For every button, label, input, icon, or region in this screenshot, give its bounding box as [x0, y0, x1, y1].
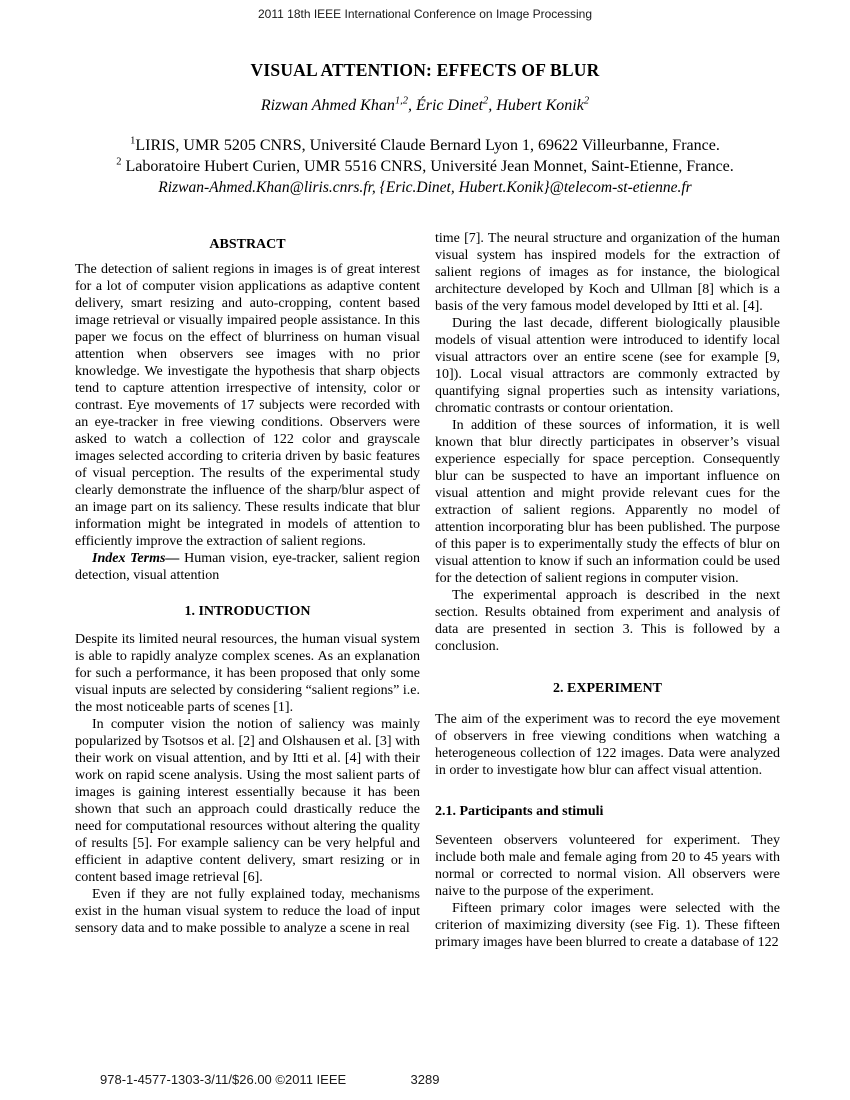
- affiliation-line-2: $^2$ Laboratoire Hubert Curien, UMR 5516 CNRS, Université Jean Monnet, Saint-Etienne, France.: [116, 156, 734, 175]
- author-affmark-1: 1,2: [394, 95, 408, 107]
- participants-paragraph-2: Fifteen primary color images were selected with the criterion of maximizing diversity (see Fig. 1). These fifteen primary images have been blurred to create a database of 122: [435, 901, 780, 950]
- affiliations-block: [0, 135, 850, 198]
- author-line: [0, 97, 850, 115]
- author-affmark-3: 2: [583, 95, 590, 107]
- author-name-3: , Hubert Konik: [488, 97, 584, 114]
- intro-continued-paragraph-4: The experimental approach is described in the next section. Results obtained from experiment and analysis of data are presented in section 3. This is followed by a conclusion.: [435, 588, 780, 654]
- footer-page-number: 3289: [410, 1072, 440, 1087]
- index-terms-label: Index Terms—: [92, 551, 180, 566]
- intro-continued-paragraph-2: During the last decade, different biologically plausible models of visual attention were introduced to identify local visual attractors over an entire scene (see for example [9, 10]). Local visual attractors are commonly extracted by quantifying signal properties such as intensity variations, chromatic contrasts or contour orientation.: [435, 316, 780, 416]
- abstract-heading: ABSTRACT: [209, 237, 286, 252]
- paper-title: VISUAL ATTENTION: EFFECTS OF BLUR: [250, 60, 600, 80]
- intro-paragraph-2: In computer vision the notion of saliency was mainly popularized by Tsotsos et al. [2] and Olshausen et al. [3] with their work on visual attention, and by Itti et al. [4] with their work on rapid scene analysis. Using the most salient parts of images is gaining interest essentially because it has been shown that such an approach could drastically reduce the need for computational resources without altering the quality of results [5]. For example saliency can be very helpful and efficient in adaptive content delivery, smart resizing or in content based image retrieval [6].: [75, 717, 420, 885]
- intro-paragraph-3: Even if they are not fully explained today, mechanisms exist in the human visual system to reduce the load of input sensory data and to make possible to analyze a scene in real: [75, 887, 420, 936]
- intro-paragraph-1: Despite its limited neural resources, the human visual system is able to rapidly analyze complex scenes. As an explanation for such a performance, it has been proposed that only some visual inputs are selected by considering “salient regions” i.e. the most noticeable parts of scenes [1].: [75, 632, 420, 715]
- author-name-2: , Éric Dinet: [407, 97, 484, 114]
- section-heading-experiment: 2. EXPERIMENT: [553, 681, 662, 696]
- index-terms: [75, 550, 420, 584]
- affiliation-mark-2: 2: [116, 156, 122, 168]
- section-heading-introduction: 1. INTRODUCTION: [184, 604, 311, 619]
- author-name-1: Rizwan Ahmed Khan: [260, 97, 395, 114]
- participants-paragraph-1: Seventeen observers volunteered for experiment. They include both male and female aging from 20 to 45 years with normal or corrected to normal vision. All observers were naive to the purpose of the experiment.: [435, 833, 780, 899]
- intro-continued-paragraph-1: time [7]. The neural structure and organization of the human visual system has inspired models for the extraction of salient regions of images as for instance, the biological architecture developed by Koch and Ullman [8] which is a basis of the very famous model developed by Itti et al. [4].: [435, 231, 780, 314]
- conference-header: 2011 18th IEEE International Conference on Image Processing: [258, 7, 592, 21]
- subsection-heading-participants: 2.1. Participants and stimuli: [435, 804, 604, 819]
- experiment-paragraph-1: The aim of the experiment was to record the eye movement of observers in free viewing conditions when watching a heterogeneous collection of 122 images. Data were analyzed in order to investigate how blur can affect visual attention.: [435, 712, 780, 778]
- index-terms-text: Human vision, eye-tracker, salient region detection, visual attention: [75, 551, 420, 583]
- author-affmark-2: 2: [483, 95, 489, 107]
- intro-continued-paragraph-3: In addition of these sources of information, it is well known that blur directly participates in observer’s visual experience especially for space perception. Consequently blur can be suspected to have an important influence on visual attention and might provide relevant cues for the extraction of salient regions. Apparently no model of attention incorporating blur has been published. The purpose of this paper is to experimentally study the effects of blur on visual attention to know if such an information could be used for the detection of salient regions in computer vision.: [435, 418, 780, 586]
- affiliation-line-1: $^1$LIRIS, UMR 5205 CNRS, Université Claude Bernard Lyon 1, 69622 Villeurbanne, France.: [130, 135, 720, 154]
- left-column: [75, 236, 420, 937]
- footer-copyright: 978-1-4577-1303-3/11/$26.00 ©2011 IEEE: [100, 1072, 347, 1087]
- abstract-body: The detection of salient regions in images is of great interest for a lot of computer vision applications as adaptive content delivery, smart resizing and auto-cropping, content based image retrieval or visually impaired people assistance. In this paper we focus on the effect of blurriness on human visual attention when observers see images with no prior knowledge. We investigate the hypothesis that sharp objects tend to capture attention irrespective of intensity, color or contrast. Eye movements of 17 subjects were recorded with an eye-tracker in free viewing conditions. Observers were asked to watch a collection of 122 color and grayscale images selected according to criteria driven by basic features of visual perception. The results of the experimental study clearly demonstrate the influence of the sharp/blur aspect of an image part on its saliency. These results indicate that blur information might be integrated in models of attention to efficiently improve the extraction of salient regions.: [75, 262, 420, 549]
- author-emails: Rizwan-Ahmed.Khan@liris.cnrs.fr, {Eric.Dinet, Hubert.Konik}@telecom-st-etienne.fr: [158, 179, 692, 196]
- right-column: [435, 230, 780, 951]
- affiliation-mark-1: 1: [130, 135, 136, 147]
